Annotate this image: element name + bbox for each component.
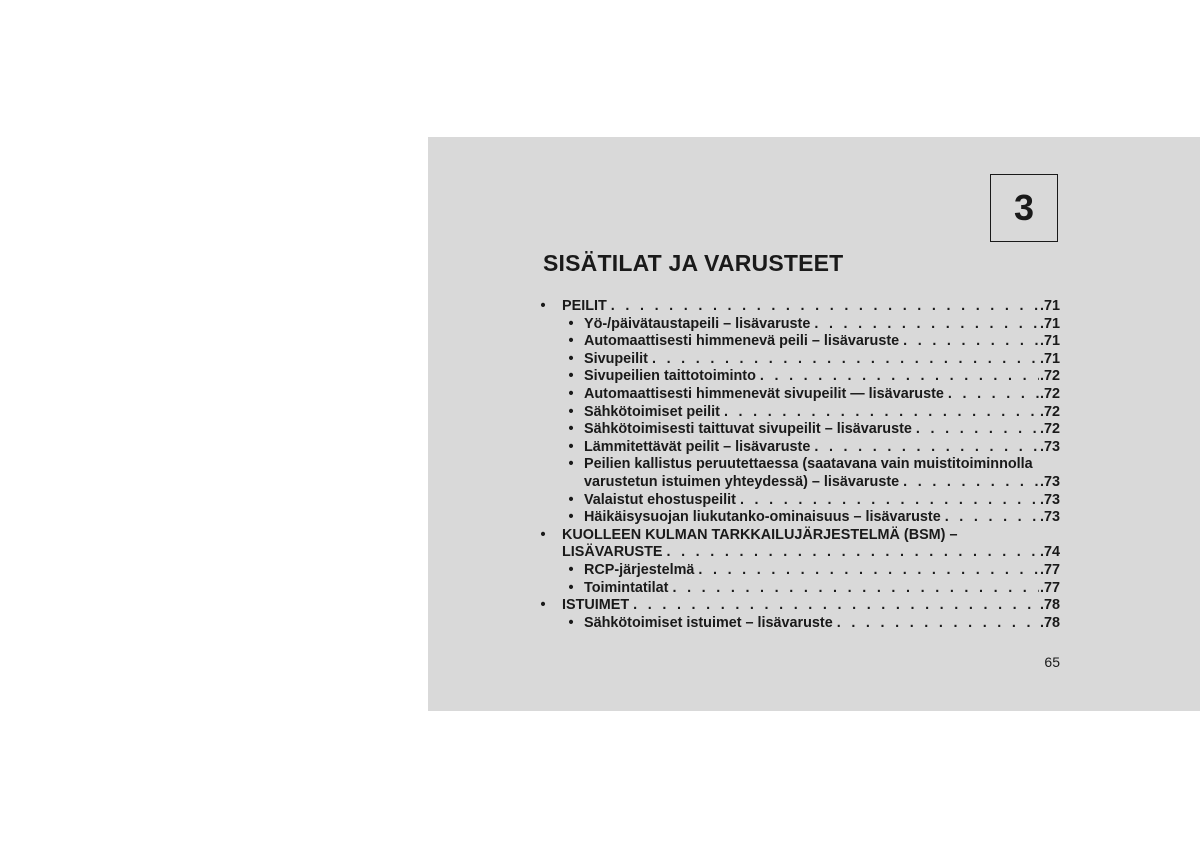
toc-entry-page: .73 [1039, 438, 1060, 455]
toc-entry[interactable] [535, 492, 1060, 510]
toc-entry-label: Toimintatilat [584, 579, 669, 596]
toc-entry-page: .72 [1039, 421, 1060, 438]
dot-leader [814, 316, 1039, 334]
toc-entry-label: Yö-/päivätaustapeili – lisävaruste [584, 315, 811, 332]
bullet-icon: • [568, 456, 574, 473]
toc-entry-label: ISTUIMET [562, 597, 630, 614]
toc-entry-label: Automaattisesti himmenevä peili – lisävaruste [584, 333, 900, 350]
toc-entry[interactable] [535, 439, 1060, 457]
toc-entry-label: Peilien kallistus peruutettaessa (saatavana vain muistitoiminnolla [584, 456, 1033, 473]
toc-entry-page: .71 [1039, 333, 1060, 350]
bullet-icon: • [568, 614, 574, 631]
toc-entry-label: Sivupeilien taittotoiminto [584, 368, 756, 385]
toc-entry[interactable] [535, 562, 1060, 580]
dot-leader [903, 474, 1039, 492]
dot-leader [903, 333, 1039, 351]
chapter-number-box [990, 174, 1058, 242]
dot-leader [633, 597, 1039, 615]
toc-entry-label: varustetun istuimen yhteydessä) – lisävaruste [584, 473, 900, 490]
toc-entry[interactable] [535, 404, 1060, 422]
toc-entry-page: .73 [1039, 473, 1060, 490]
bullet-icon: • [568, 438, 574, 455]
bullet-icon: • [568, 491, 574, 508]
toc-entry[interactable] [535, 527, 1060, 545]
toc-entry-page: .74 [1039, 544, 1060, 561]
bullet-icon: • [540, 298, 546, 314]
dot-leader [837, 615, 1039, 633]
dot-leader [760, 368, 1039, 386]
dot-leader [945, 509, 1039, 527]
dot-leader [948, 386, 1039, 404]
toc-entry[interactable] [535, 615, 1060, 633]
toc-entry-label: Valaistut ehostuspeilit [584, 491, 736, 508]
toc-entry-page: .73 [1039, 491, 1060, 508]
toc-entry[interactable] [535, 316, 1060, 334]
toc-entry-page: .78 [1039, 614, 1060, 631]
bullet-icon: • [568, 579, 574, 596]
bullet-icon: • [540, 597, 546, 614]
dot-leader [611, 298, 1039, 316]
toc-entry-label: Automaattisesti himmenevät sivupeilit — lisävaruste [584, 385, 944, 402]
toc-entry-label: Lämmitettävät peilit – lisävaruste [584, 438, 811, 455]
toc-entry[interactable] [535, 421, 1060, 439]
toc-entry-label: Häikäisysuojan liukutanko-ominaisuus – lisävaruste [584, 509, 941, 526]
bullet-icon: • [568, 403, 574, 420]
toc-entry-page: .72 [1039, 368, 1060, 385]
toc-entry-label: PEILIT [562, 298, 607, 314]
bullet-icon: • [568, 561, 574, 578]
toc-entry-label: Sähkötoimiset istuimet – lisävaruste [584, 614, 833, 631]
toc-entry[interactable] [535, 456, 1060, 474]
dot-leader [724, 404, 1039, 422]
page-number: 65 [1044, 654, 1060, 670]
toc-entry[interactable] [535, 509, 1060, 527]
chapter-title: SISÄTILAT JA VARUSTEET [543, 250, 844, 276]
toc-entry[interactable] [535, 368, 1060, 386]
toc-entry-page: .77 [1039, 561, 1060, 578]
bullet-icon: • [540, 526, 546, 543]
toc-entry-label: Sähkötoimiset peilit [584, 403, 720, 420]
toc-entry-label: LISÄVARUSTE [562, 544, 663, 561]
table-of-contents [535, 298, 1060, 632]
dot-leader [916, 421, 1039, 439]
toc-entry-page: .72 [1039, 385, 1060, 402]
toc-entry-label: Sivupeilit [584, 350, 648, 367]
toc-entry-page: .71 [1039, 298, 1060, 314]
toc-entry-page: .78 [1039, 597, 1060, 614]
dot-leader [666, 544, 1039, 562]
toc-entry[interactable] [535, 333, 1060, 351]
dot-leader [814, 439, 1039, 457]
dot-leader [698, 562, 1039, 580]
bullet-icon: • [568, 421, 574, 438]
dot-leader [672, 580, 1039, 598]
chapter-number: 3 [1013, 187, 1035, 228]
toc-entry-page: .77 [1039, 579, 1060, 596]
toc-entry-label: Sähkötoimisesti taittuvat sivupeilit – lisävaruste [584, 421, 912, 438]
toc-entry-label: KUOLLEEN KULMAN TARKKAILUJÄRJESTELMÄ (BSM) – [562, 526, 958, 543]
toc-entry-page: .72 [1039, 403, 1060, 420]
bullet-icon: • [568, 315, 574, 332]
bullet-icon: • [568, 333, 574, 350]
toc-entry[interactable] [535, 544, 1060, 562]
toc-entry-page: .71 [1039, 350, 1060, 367]
toc-entry-page: .71 [1039, 315, 1060, 332]
toc-entry[interactable] [535, 474, 1060, 492]
toc-entry-page: .73 [1039, 509, 1060, 526]
toc-entry[interactable] [535, 580, 1060, 598]
bullet-icon: • [568, 350, 574, 367]
toc-entry-label: RCP-järjestelmä [584, 561, 695, 578]
bullet-icon: • [568, 368, 574, 385]
toc-entry[interactable] [535, 386, 1060, 404]
toc-entry[interactable] [535, 597, 1060, 615]
dot-leader [652, 351, 1039, 369]
bullet-icon: • [568, 509, 574, 526]
bullet-icon: • [568, 385, 574, 402]
toc-entry[interactable] [535, 298, 1060, 316]
toc-entry[interactable] [535, 351, 1060, 369]
dot-leader [740, 492, 1039, 510]
